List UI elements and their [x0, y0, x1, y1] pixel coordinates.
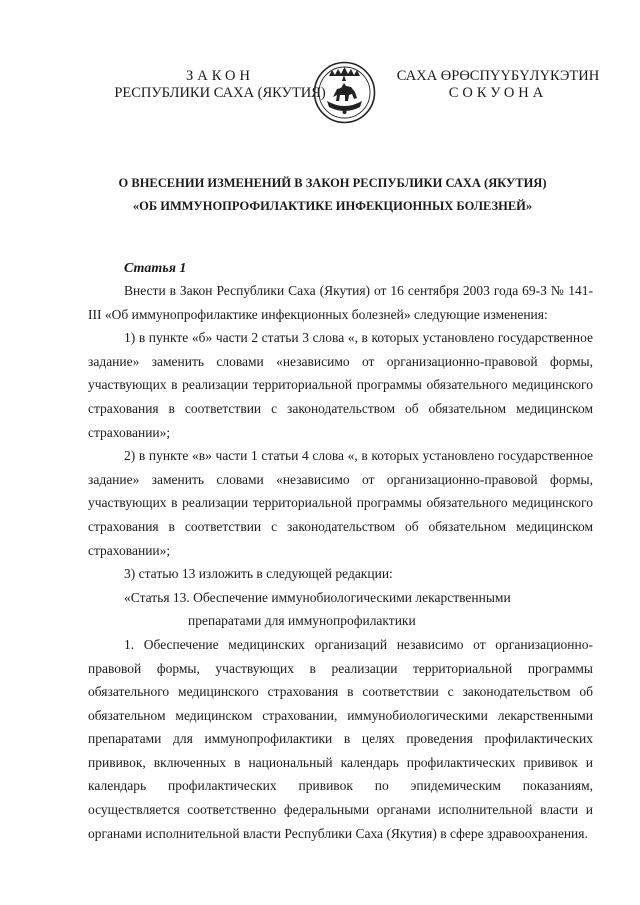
quoted-article-heading: «Статья 13. Обеспечение иммунобиологическими лекарственными [124, 589, 511, 605]
item-2-paragraph: 2) в пункте «в» части 1 статьи 4 слова «, в которых установлено государственное задание» заменить словами «независимо от организационно-правовой формы, участвующих в реализации территориальной программы обязательного медицинского страхования в соответствии с законодательством об обязательном медицинском страховании»; [88, 448, 593, 558]
header-russian [108, 68, 332, 102]
header-sakha [392, 68, 604, 102]
header-left-line1: ЗАКОН [186, 68, 254, 84]
coat-of-arms-icon [313, 61, 376, 124]
quoted-paragraph-1: 1. Обеспечение медицинских организаций независимо от организационно-правовой формы, участвующих в реализации территориальной программы обязательного медицинского страхования в соответствии с законодательством об обязательном медицинском страховании, иммунобиологическими лекарственными препаратами для иммунопрофилактики в целях проведения профилактических прививок, включенных в национальный календарь профилактических прививок и календарь профилактических прививок по эпидемическим показаниям, осуществляется соответственно федеральными органами исполнительной власти и органами исполнительной власти Республики Саха (Якутия) в сфере здравоохранения. [88, 636, 593, 841]
law-title [80, 172, 585, 218]
title-line1: О ВНЕСЕНИИ ИЗМЕНЕНИЙ В ЗАКОН РЕСПУБЛИКИ САХА (ЯКУТИЯ) [118, 176, 547, 190]
intro-paragraph: Внести в Закон Республики Саха (Якутия) от 16 сентября 2003 года 69-З № 141-III «Об иммунопрофилактике инфекционных болезней» следующие изменения: [88, 283, 593, 322]
header-right-line2: СОКУОНА [448, 85, 548, 101]
item-3-paragraph: 3) статью 13 изложить в следующей редакции: [124, 566, 393, 582]
title-line2: «ОБ ИММУНОПРОФИЛАКТИКЕ ИНФЕКЦИОННЫХ БОЛЕЗНЕЙ» [132, 199, 533, 213]
quoted-article-heading-cont: препаратами для иммунопрофилактики [188, 613, 416, 629]
article-body [88, 279, 593, 845]
header-left-line2: РЕСПУБЛИКИ САХА (ЯКУТИЯ) [114, 85, 326, 101]
item-1-paragraph: 1) в пункте «б» части 2 статьи 3 слова «, в которых установлено государственное задание» заменить словами «независимо от организационно-правовой формы, участвующих в реализации территориальной программы обязательного медицинского страхования в соответствии с законодательством об обязательном медицинском страховании»; [88, 330, 593, 440]
header-right-line1: САХА ӨРӨСПҮҮБҮЛҮКЭТИН [396, 68, 600, 84]
article-heading: Статья 1 [124, 261, 187, 276]
